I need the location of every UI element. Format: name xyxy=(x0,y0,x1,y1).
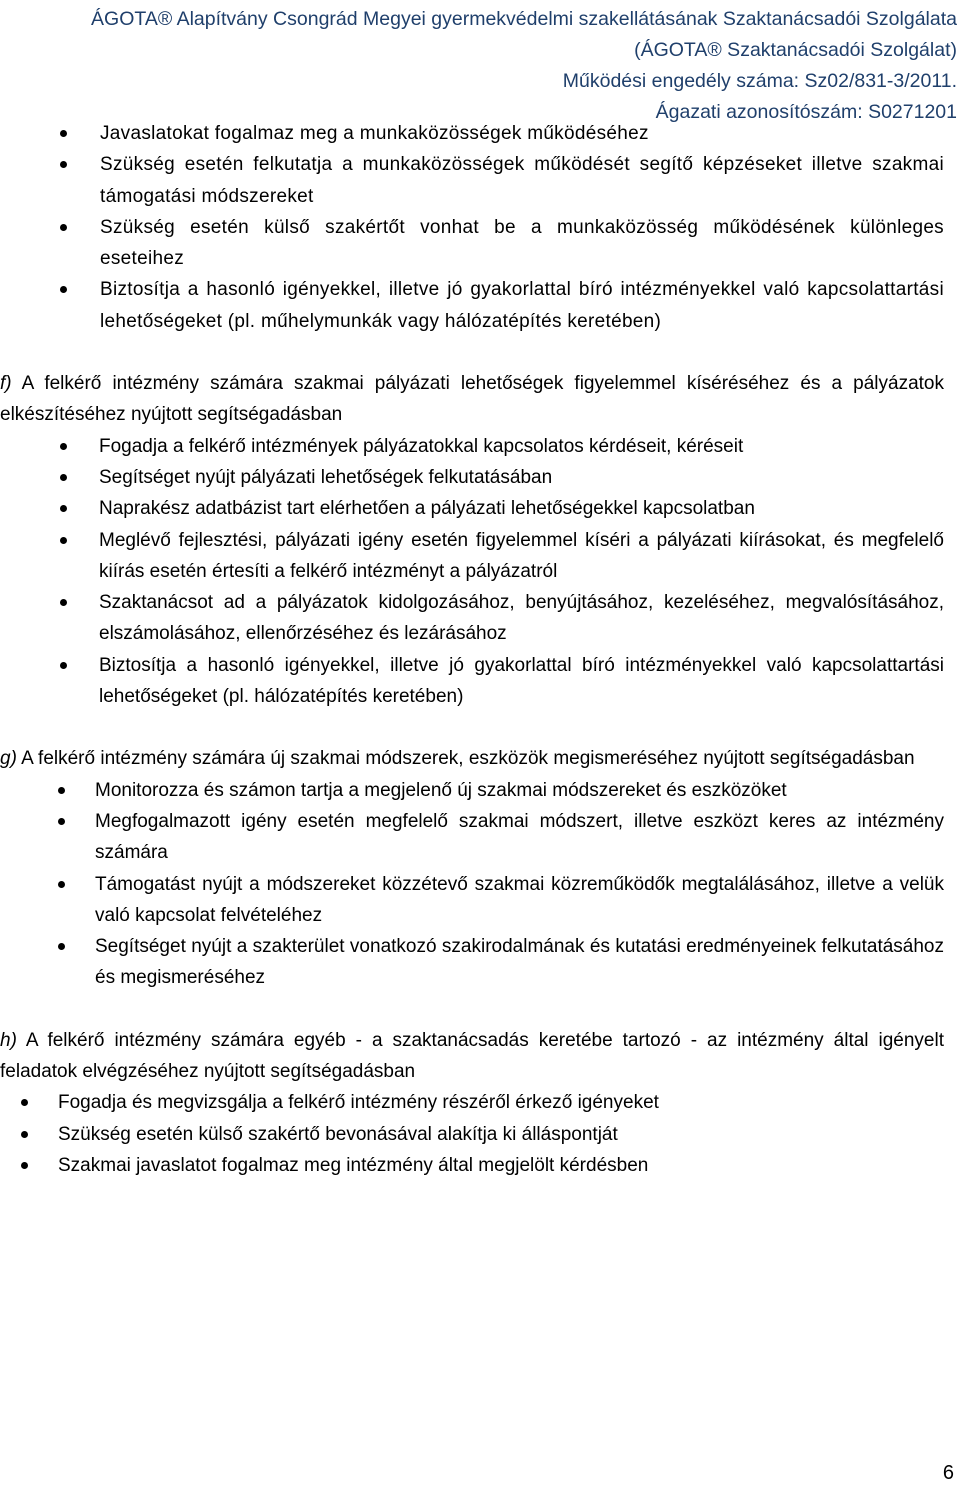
page-number: 6 xyxy=(942,1462,954,1484)
list-item: Szaktanácsot ad a pályázatok kidolgozásához, benyújtásához, kezeléséhez, megvalósításához, elszámolásához, ellenőrzéséhez és lezárásához xyxy=(0,587,944,650)
bullet-icon xyxy=(60,443,67,450)
list-item: Szükség esetén külső szakértőt vonhat be a munkaközösség működésének különleges eseteihez xyxy=(0,212,944,275)
section-g-letter: g) xyxy=(0,748,17,770)
bullet-icon xyxy=(60,537,67,544)
bullet-list-section-g xyxy=(0,775,944,994)
header-license-number: Működési engedély száma: Sz02/831-3/2011. xyxy=(562,70,957,92)
header-sector-id: Ágazati azonosítószám: S0271201 xyxy=(655,101,957,123)
header-organization-short-name: (ÁGOTA® Szaktanácsadói Szolgálat) xyxy=(634,39,957,61)
list-item: Biztosítja a hasonló igényekkel, illetve jó gyakorlattal bíró intézményekkel való kapcsolattartási lehetőségeket (pl. műhelymunkák vagy hálózatépítés keretében) xyxy=(0,274,944,337)
document-body xyxy=(0,118,944,1181)
section-f-text: A felkérő intézmény számára szakmai pályázati lehetőségek figyelemmel kíséréséhez és a pályázatok elkészítéséhez nyújtott segítségadásban xyxy=(0,373,944,426)
section-g-text: A felkérő intézmény számára új szakmai módszerek, eszközök megismeréséhez nyújtott segítségadásban xyxy=(16,748,915,770)
bullet-icon xyxy=(60,286,67,293)
section-g-heading xyxy=(0,743,944,774)
bullet-icon xyxy=(58,787,65,794)
list-item: Javaslatokat fogalmaz meg a munkaközösségek működéséhez xyxy=(0,118,944,149)
bullet-icon xyxy=(21,1099,28,1106)
list-item: Támogatást nyújt a módszereket közzétevő szakmai közreműködők megtalálásához, illetve a velük való kapcsolat felvételéhez xyxy=(0,869,944,932)
list-item: Fogadja és megvizsgálja a felkérő intézmény részéről érkező igényeket xyxy=(0,1087,944,1118)
bullet-icon xyxy=(60,474,67,481)
list-item: Meglévő fejlesztési, pályázati igény esetén figyelemmel kíséri a pályázati kiírásokat, és megfelelő kiírás esetén értesíti a felkérő intézményt a pályázatról xyxy=(0,525,944,588)
section-h-text: A felkérő intézmény számára egyéb - a szaktanácsadás keretébe tartozó - az intézmény által igényelt feladatok elvégzéséhez nyújtott segítségadásban xyxy=(0,1029,944,1083)
bullet-icon xyxy=(60,599,67,606)
bullet-icon xyxy=(21,1162,28,1169)
header-organization-name: ÁGOTA® Alapítvány Csongrád Megyei gyermekvédelmi szakellátásának Szaktanácsadói Szolgálata xyxy=(91,8,957,30)
bullet-icon xyxy=(60,224,67,231)
bullet-icon xyxy=(60,130,67,137)
bullet-icon xyxy=(60,505,67,512)
list-item: Megfogalmazott igény esetén megfelelő szakmai módszert, illetve eszközt keres az intézmény számára xyxy=(0,806,944,869)
section-h-heading xyxy=(0,1025,944,1088)
bullet-icon xyxy=(58,881,65,888)
bullet-icon xyxy=(60,662,67,669)
section-f-letter: f) xyxy=(0,373,12,395)
bullet-icon xyxy=(58,943,65,950)
list-item: Szakmai javaslatot fogalmaz meg intézmény által megjelölt kérdésben xyxy=(0,1150,944,1181)
bullet-list-section-f xyxy=(0,431,944,713)
list-item: Segítséget nyújt a szakterület vonatkozó szakirodalmának és kutatási eredményeinek felkutatásához és megismeréséhez xyxy=(0,931,944,994)
list-item: Biztosítja a hasonló igényekkel, illetve jó gyakorlattal bíró intézményekkel való kapcsolattartási lehetőségeket (pl. hálózatépítés keretében) xyxy=(0,650,944,713)
bullet-icon xyxy=(60,161,67,168)
list-item: Fogadja a felkérő intézmények pályázatokkal kapcsolatos kérdéseit, kéréseit xyxy=(0,431,944,462)
bullet-list-section-h xyxy=(0,1087,944,1181)
list-item: Szükség esetén külső szakértő bevonásával alakítja ki álláspontját xyxy=(0,1119,944,1150)
list-item: Naprakész adatbázist tart elérhetően a pályázati lehetőségekkel kapcsolatban xyxy=(0,493,944,524)
bullet-list-workgroups xyxy=(0,118,944,337)
list-item: Szükség esetén felkutatja a munkaközösségek működését segítő képzéseket illetve szakmai támogatási módszereket xyxy=(0,149,944,212)
list-item: Monitorozza és számon tartja a megjelenő új szakmai módszereket és eszközöket xyxy=(0,775,944,806)
list-item: Segítséget nyújt pályázati lehetőségek felkutatásában xyxy=(0,462,944,493)
bullet-icon xyxy=(21,1131,28,1138)
section-h-letter: h) xyxy=(0,1029,17,1051)
document-header xyxy=(7,4,957,128)
section-f-heading xyxy=(0,368,944,431)
bullet-icon xyxy=(58,818,65,825)
